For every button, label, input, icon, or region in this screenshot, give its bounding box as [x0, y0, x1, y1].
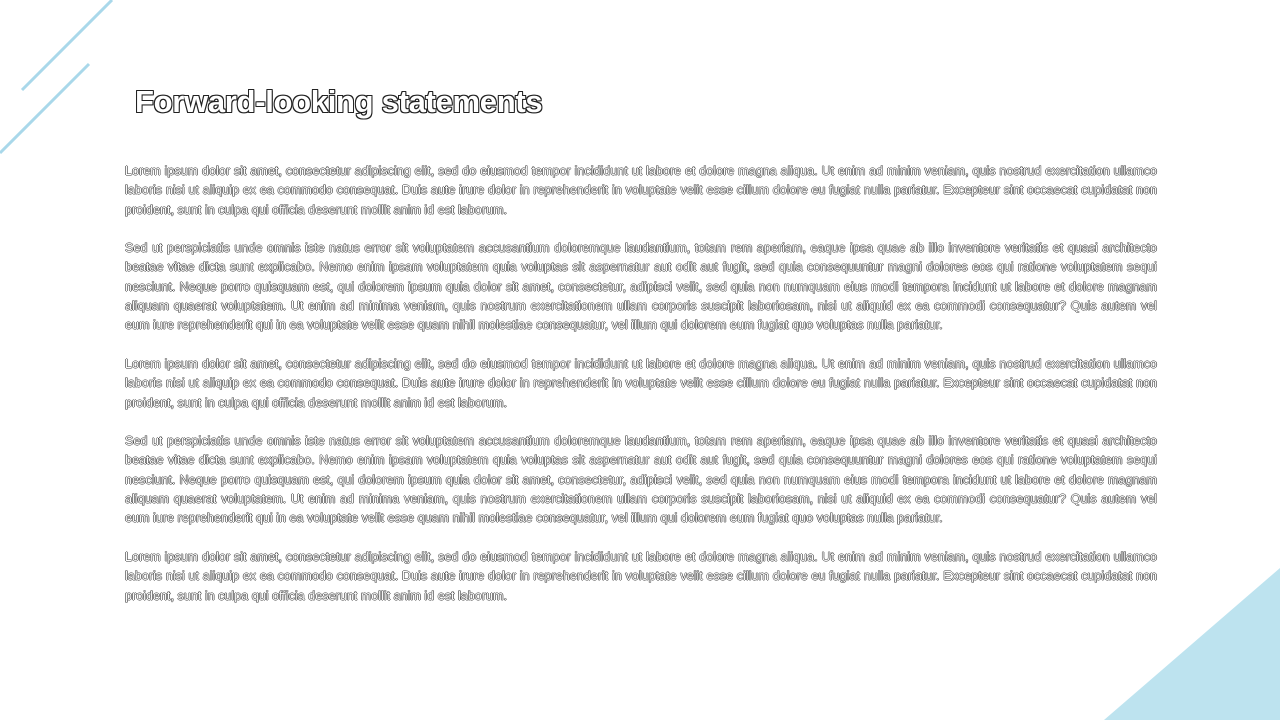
paragraph: Sed ut perspiciatis unde omnis iste natus error sit voluptatem accusantium doloremque laudantium, totam rem aperiam, eaque ipsa quae ab illo inventore veritatis et quasi architecto beatae vitae dicta sunt explicabo. Nemo enim ipsam voluptatem quia voluptas sit aspernatur aut odit aut fugit, sed quia consequuntur magni dolores eos qui ratione voluptatem sequi nesciunt. Neque porro quisquam est, qui dolorem ipsum quia dolor sit amet, consectetur, adipisci velit, sed quia non numquam eius modi tempora incidunt ut labore et dolore magnam aliquam quaerat voluptatem. Ut enim ad minima veniam, quis nostrum exercitationem ullam corporis suscipit laboriosam, nisi ut aliquid ex ea commodi consequatur? Quis autem vel eum iure reprehenderit qui in ea voluptate velit esse quam nihil molestiae consequatur, vel illum qui dolorem eum fugiat quo voluptas nulla pariatur. [125, 241, 1157, 333]
accent-line-bottom [0, 64, 89, 153]
body-text [125, 162, 1157, 606]
paragraph: Lorem ipsum dolor sit amet, consectetur adipiscing elit, sed do eiusmod tempor incididunt ut labore et dolore magna aliqua. Ut enim ad minim veniam, quis nostrud exercitation ullamco laboris nisi ut aliquip ex ea commodo consequat. Duis aute irure dolor in reprehenderit in voluptate velit esse cillum dolore eu fugiat nulla pariatur. Excepteur sint occaecat cupidatat non proident, sunt in culpa qui officia deserunt mollit anim id est laborum. [125, 356, 1157, 410]
paragraph: Lorem ipsum dolor sit amet, consectetur adipiscing elit, sed do eiusmod tempor incididunt ut labore et dolore magna aliqua. Ut enim ad minim veniam, quis nostrud exercitation ullamco laboris nisi ut aliquip ex ea commodo consequat. Duis aute irure dolor in reprehenderit in voluptate velit esse cillum dolore eu fugiat nulla pariatur. Excepteur sint occaecat cupidatat non proident, sunt in culpa qui officia deserunt mollit anim id est laborum. [125, 164, 1157, 217]
paragraph: Lorem ipsum dolor sit amet, consectetur adipiscing elit, sed do eiusmod tempor incididunt ut labore et dolore magna aliqua. Ut enim ad minim veniam, quis nostrud exercitation ullamco laboris nisi ut aliquip ex ea commodo consequat. Duis aute irure dolor in reprehenderit in voluptate velit esse cillum dolore eu fugiat nulla pariatur. Excepteur sint occaecat cupidatat non proident, sunt in culpa qui officia deserunt mollit anim id est laborum. [125, 549, 1157, 603]
paragraph: Sed ut perspiciatis unde omnis iste natus error sit voluptatem accusantium doloremque laudantium, totam rem aperiam, eaque ipsa quae ab illo inventore veritatis et quasi architecto beatae vitae dicta sunt explicabo. Nemo enim ipsam voluptatem quia voluptas sit aspernatur aut odit aut fugit, sed quia consequuntur magni dolores eos qui ratione voluptatem sequi nesciunt. Neque porro quisquam est, qui dolorem ipsum quia dolor sit amet, consectetur, adipisci velit, sed quia non numquam eius modi tempora incidunt ut labore et dolore magnam aliquam quaerat voluptatem. Ut enim ad minima veniam, quis nostrum exercitationem ullam corporis suscipit laboriosam, nisi ut aliquid ex ea commodi consequatur? Quis autem vel eum iure reprehenderit qui in ea voluptate velit esse quam nihil molestiae consequatur, vel illum qui dolorem eum fugiat quo voluptas nulla pariatur. [125, 434, 1157, 526]
slide-title: Forward-looking statements [135, 84, 543, 119]
accent-line-top [22, 0, 112, 90]
